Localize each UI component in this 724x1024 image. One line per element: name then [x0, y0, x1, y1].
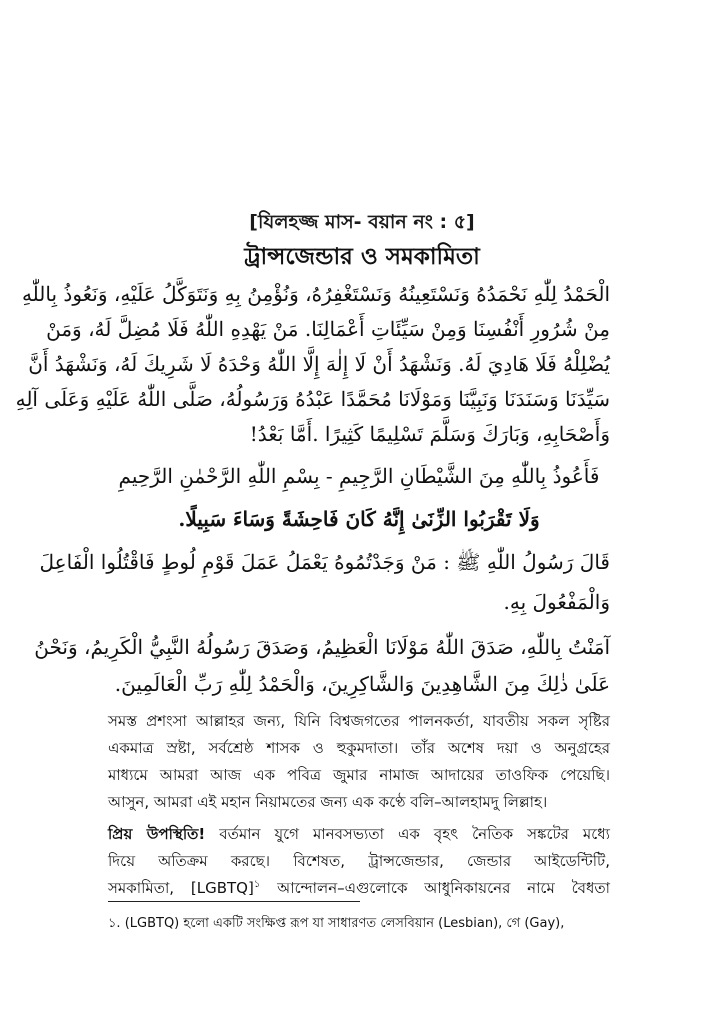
bengali-paragraph-2-line-2: দিয়ে অতিক্রম করছে। বিশেষত, ট্রান্সজেন্ডার, জেন্ডার আইডেন্টিটি, [108, 852, 610, 870]
arabic-opening-line-1: الْحَمْدُ لِلّٰهِ نَحْمَدُهُ وَنَسْتَعِينُهُ وَنَسْتَغْفِرُهُ، وَنُؤْمِنُ بِهِ وَنَتَوَكَّلُ عَلَيْهِ، وَنَعُوذُ بِاللّٰهِ [21, 282, 610, 306]
closing-line-2: عَلَىٰ ذٰلِكَ مِنَ الشَّاهِدِينَ وَالشَّاكِرِينَ، وَالْحَمْدُ لِلّٰهِ رَبِّ الْعَالَمِينَ. [114, 672, 610, 696]
footnote-text: ১. (LGBTQ) হলো একটি সংক্ষিপ্ত রূপ যা সাধারণত লেসবিয়ান (Lesbian), গে (Gay), [108, 916, 565, 931]
bengali-paragraph-1-line-1: সমস্ত প্রশংসা আল্লাহর জন্য, যিনি বিশ্বজগতের পালনকর্তা, যাবতীয় সকল সৃষ্টির [108, 712, 610, 730]
hadith-line-2: وَالْمَفْعُولَ بِهِ. [503, 590, 610, 614]
taawwudh-line: فَأَعُوذُ بِاللّٰهِ مِنَ الشَّيْطَانِ الرَّجِيمِ - بِسْمِ اللّٰهِ الرَّحْمٰنِ الرَّحِيمِ [118, 464, 600, 488]
paragraph-lead: প্রিয় উপস্থিতি! [108, 825, 206, 843]
closing-line-1: آمَنْتُ بِاللّٰهِ، صَدَقَ اللّٰهُ مَوْلَانَا الْعَظِيمُ، وَصَدَقَ رَسُولُهُ النَّبِيُّ الْكَرِيمُ، وَنَحْنُ [34, 635, 610, 659]
arabic-opening-line-4: سَيِّدَنَا وَسَنَدَنَا وَنَبِيَّنَا وَمَوْلَانَا مُحَمَّدًا عَبْدُهُ وَرَسُولُهُ، صَلَّى اللّٰهُ عَلَيْهِ وَعَلَى آلِهِ [15, 387, 610, 411]
footnote-marker: ১ [253, 879, 261, 890]
bengali-paragraph-2-line-1 [108, 823, 610, 848]
arabic-opening-line-2: مِنْ شُرُورِ أَنْفُسِنَا وَمِنْ سَيِّئَاتِ أَعْمَالِنَا. مَنْ يَهْدِهِ اللّٰهُ فَلَا مُضِلَّ لَهُ، وَمَنْ [46, 317, 610, 341]
bengali-paragraph-2-line-3 [108, 877, 610, 902]
bengali-paragraph-1-line-3: মাধ্যমে আমরা আজ এক পবিত্র জুমার নামাজ আদায়ের তাওফিক পেয়েছি। [108, 766, 610, 784]
arabic-opening-line-5: وَأَصْحَابِهِ، وَبَارَكَ وَسَلَّمَ تَسْلِيمًا كَثِيرًا .أَمَّا بَعْدُ! [249, 422, 610, 446]
footnote-divider [108, 901, 360, 902]
page-title: ট্রান্সজেন্ডার ও সমকামিতা [244, 244, 480, 270]
hadith-line-1: قَالَ رَسُولُ اللّٰهِ ﷺ : مَنْ وَجَدْتُمُوهُ يَعْمَلُ عَمَلَ قَوْمِ لُوطٍ فَاقْتُلُوا الْفَاعِلَ [39, 550, 610, 574]
paragraph-2-line-3-start: সমকামিতা, [LGBTQ] [108, 879, 254, 897]
bengali-paragraph-1-line-4: আসুন, আমরা এই মহান নিয়ামতের জন্য এক কণ্ঠে বলি–আলহামদু লিল্লাহ। [108, 793, 548, 811]
bengali-paragraph-1-line-2: একমাত্র স্রষ্টা, সর্বশ্রেষ্ঠ শাসক ও হুকুমদাতা। তাঁর অশেষ দয়া ও অনুগ্রহের [108, 739, 610, 757]
arabic-opening-line-3: يُضْلِلْهُ فَلَا هَادِيَ لَهُ. وَنَشْهَدُ أَنْ لَا إِلٰهَ إِلَّا اللّٰهُ وَحْدَهُ لَا شَرِيكَ لَهُ، وَنَشْهَدُ أَنَّ [28, 352, 610, 376]
quran-verse: وَلَا تَقْرَبُوا الزِّنَىٰ إِنَّهُ كَانَ فَاحِشَةً وَسَاءَ سَبِيلًا. [178, 507, 540, 531]
paragraph-2-line-3-end: আন্দোলন–এগুলোকে আধুনিকায়নের নামে বৈধতা [260, 879, 610, 897]
session-tag: [যিলহজ্জ মাস- বয়ান নং : ৫] [249, 211, 475, 233]
paragraph-2-line-1-text: বর্তমান যুগে মানবসভ্যতা এক বৃহৎ নৈতিক সঙ্কটের মধ্যে [205, 825, 610, 843]
